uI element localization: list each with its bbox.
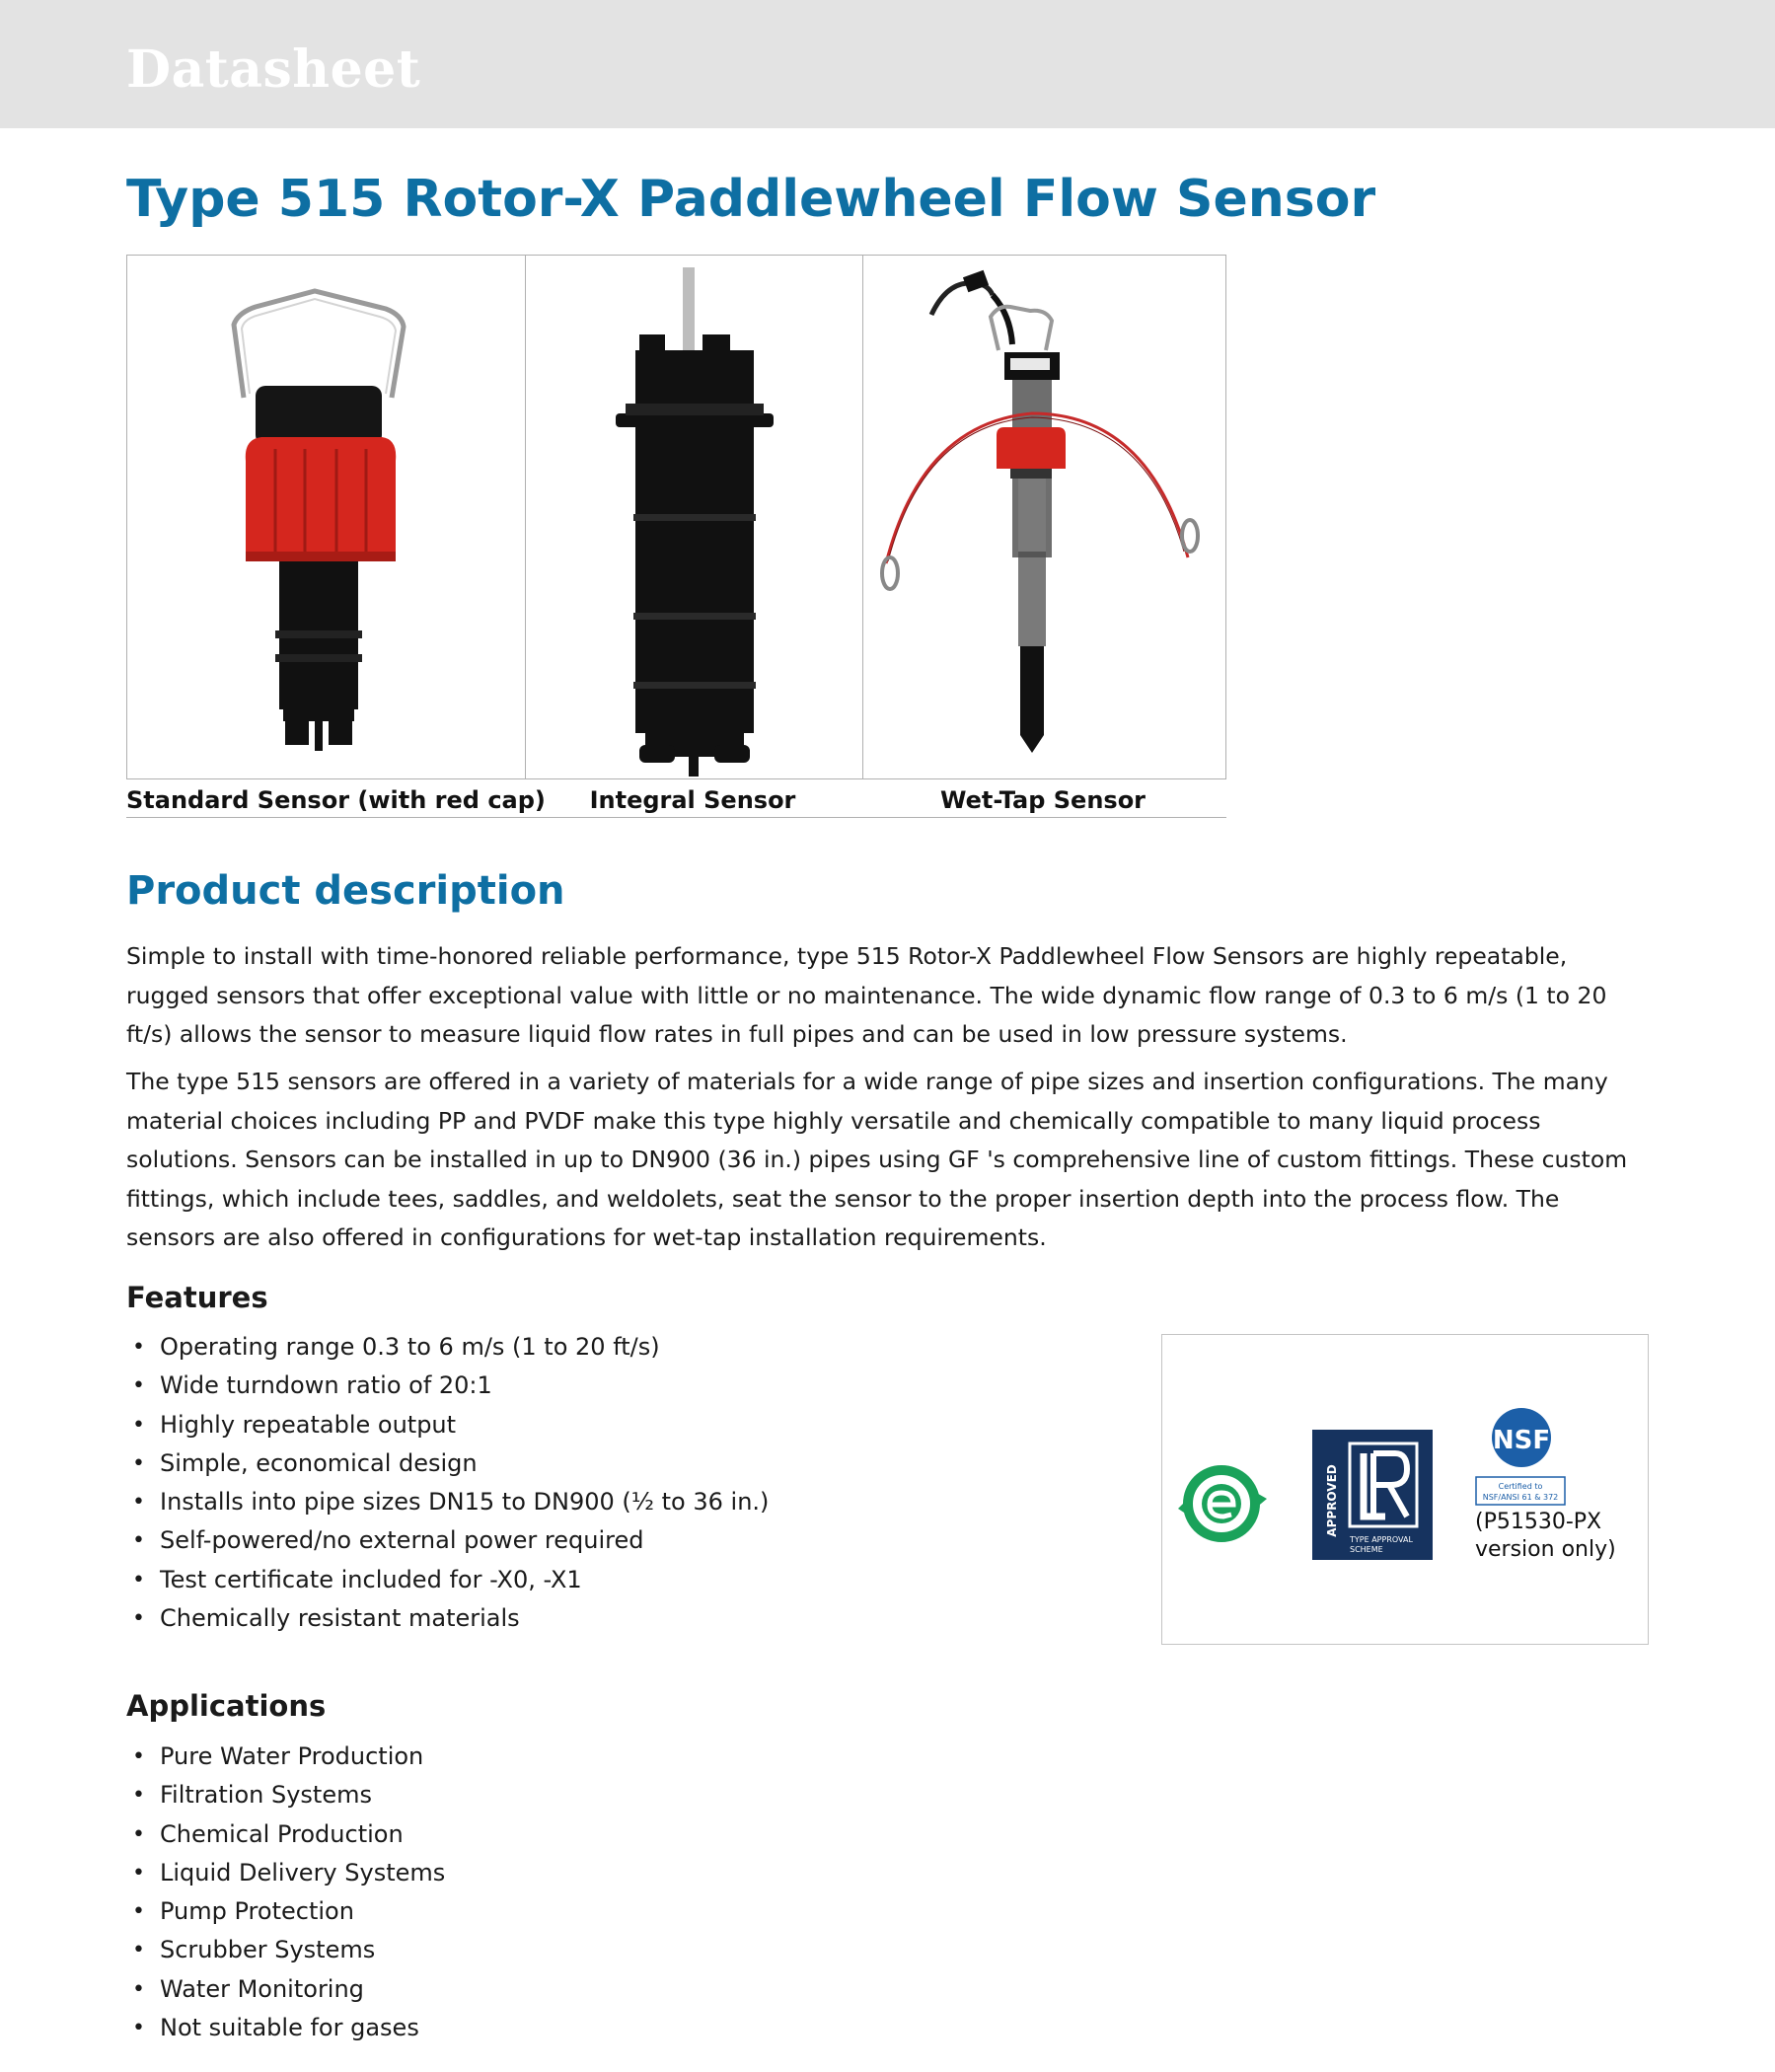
applications-heading: Applications [126, 1689, 327, 1723]
product-description-heading: Product description [126, 868, 565, 914]
lr-approved-text: APPROVED [1325, 1464, 1339, 1537]
lr-caption-2: SCHEME [1350, 1545, 1383, 1554]
description-paragraph-1: Simple to install with time-honored reliable performance, type 515 Rotor-X Paddlewheel Flow Sensors are highly repeatable, rugged sensors that offer exceptional value with little or no maintenance. The wide dynamic flow range of 0.3 to 6 m/s (1 to 20 ft/s) allows the sensor to measure liquid flow rates in full pipes and can be used in low pressure systems. [126, 942, 1607, 1048]
product-image-table [126, 255, 1226, 779]
green-e-recycling-icon [1176, 1461, 1271, 1546]
standard-sensor-image [127, 256, 525, 778]
nsf-logo [1474, 1408, 1569, 1507]
certification-logos-box [1161, 1334, 1649, 1645]
caption-wet-tap-sensor: Wet-Tap Sensor [939, 786, 1146, 814]
lr-caption-1: TYPE APPROVAL [1350, 1535, 1413, 1544]
feature-item: • Highly repeatable output [126, 1406, 769, 1444]
nsf-cert-line-2: NSF/ANSI 61 & 372 [1482, 1493, 1559, 1502]
feature-item: • Installs into pipe sizes DN15 to DN900 (½ to 36 in.) [126, 1483, 769, 1521]
standard-sensor-cell [127, 256, 526, 778]
application-item: • Water Monitoring [126, 1970, 445, 2009]
application-item: • Scrubber Systems [126, 1931, 445, 1969]
nsf-note-line-1: (P51530-PX [1475, 1510, 1602, 1534]
nsf-logo-text: NSF [1492, 1426, 1551, 1455]
wet-tap-sensor-cell [862, 256, 1225, 778]
integral-sensor-cell [525, 256, 863, 778]
feature-item: • Simple, economical design [126, 1444, 769, 1483]
product-caption-row [126, 779, 1226, 818]
application-item: • Filtration Systems [126, 1776, 445, 1814]
applications-list [126, 1738, 445, 2047]
description-paragraph-2: The type 515 sensors are offered in a variety of materials for a wide range of pipe sizes and insertion configurations. The many material choices including PP and PVDF make this type highly versatile and chemically compatible to many liquid process solutions. Sensors can be installed in up to DN900 (36 in.) pipes using GF 's comprehensive line of custom fittings. These custom fittings, which include tees, saddles, and weldolets, seat the sensor to the proper insertion depth into the process flow. The sensors are also offered in configurations for wet-tap installation requirements. [126, 1068, 1628, 1251]
lloyds-register-logo [1312, 1430, 1433, 1560]
wet-tap-sensor-image [862, 256, 1225, 778]
nsf-note-line-2: version only) [1475, 1537, 1616, 1562]
feature-item: • Chemically resistant materials [126, 1599, 769, 1638]
application-item: • Pure Water Production [126, 1738, 445, 1776]
feature-item: • Self-powered/no external power required [126, 1521, 769, 1560]
feature-item: • Operating range 0.3 to 6 m/s (1 to 20 ft/s) [126, 1328, 769, 1367]
caption-integral-sensor: Integral Sensor [589, 786, 796, 814]
features-heading: Features [126, 1281, 268, 1314]
nsf-cert-line-1: Certified to [1498, 1482, 1543, 1491]
application-item: • Not suitable for gases [126, 2009, 445, 2047]
application-item: • Liquid Delivery Systems [126, 1854, 445, 1892]
datasheet-label: Datasheet [126, 39, 421, 100]
features-list [126, 1328, 769, 1638]
caption-standard-sensor: Standard Sensor (with red cap) [126, 786, 546, 814]
page-title: Type 515 Rotor-X Paddlewheel Flow Sensor [126, 170, 1376, 229]
header-band [0, 0, 1775, 128]
integral-sensor-image [525, 256, 862, 778]
feature-item: • Wide turndown ratio of 20:1 [126, 1367, 769, 1405]
nsf-version-note [1475, 1509, 1616, 1564]
application-item: • Pump Protection [126, 1892, 445, 1931]
application-item: • Chemical Production [126, 1815, 445, 1854]
feature-item: • Test certificate included for -X0, -X1 [126, 1561, 769, 1599]
